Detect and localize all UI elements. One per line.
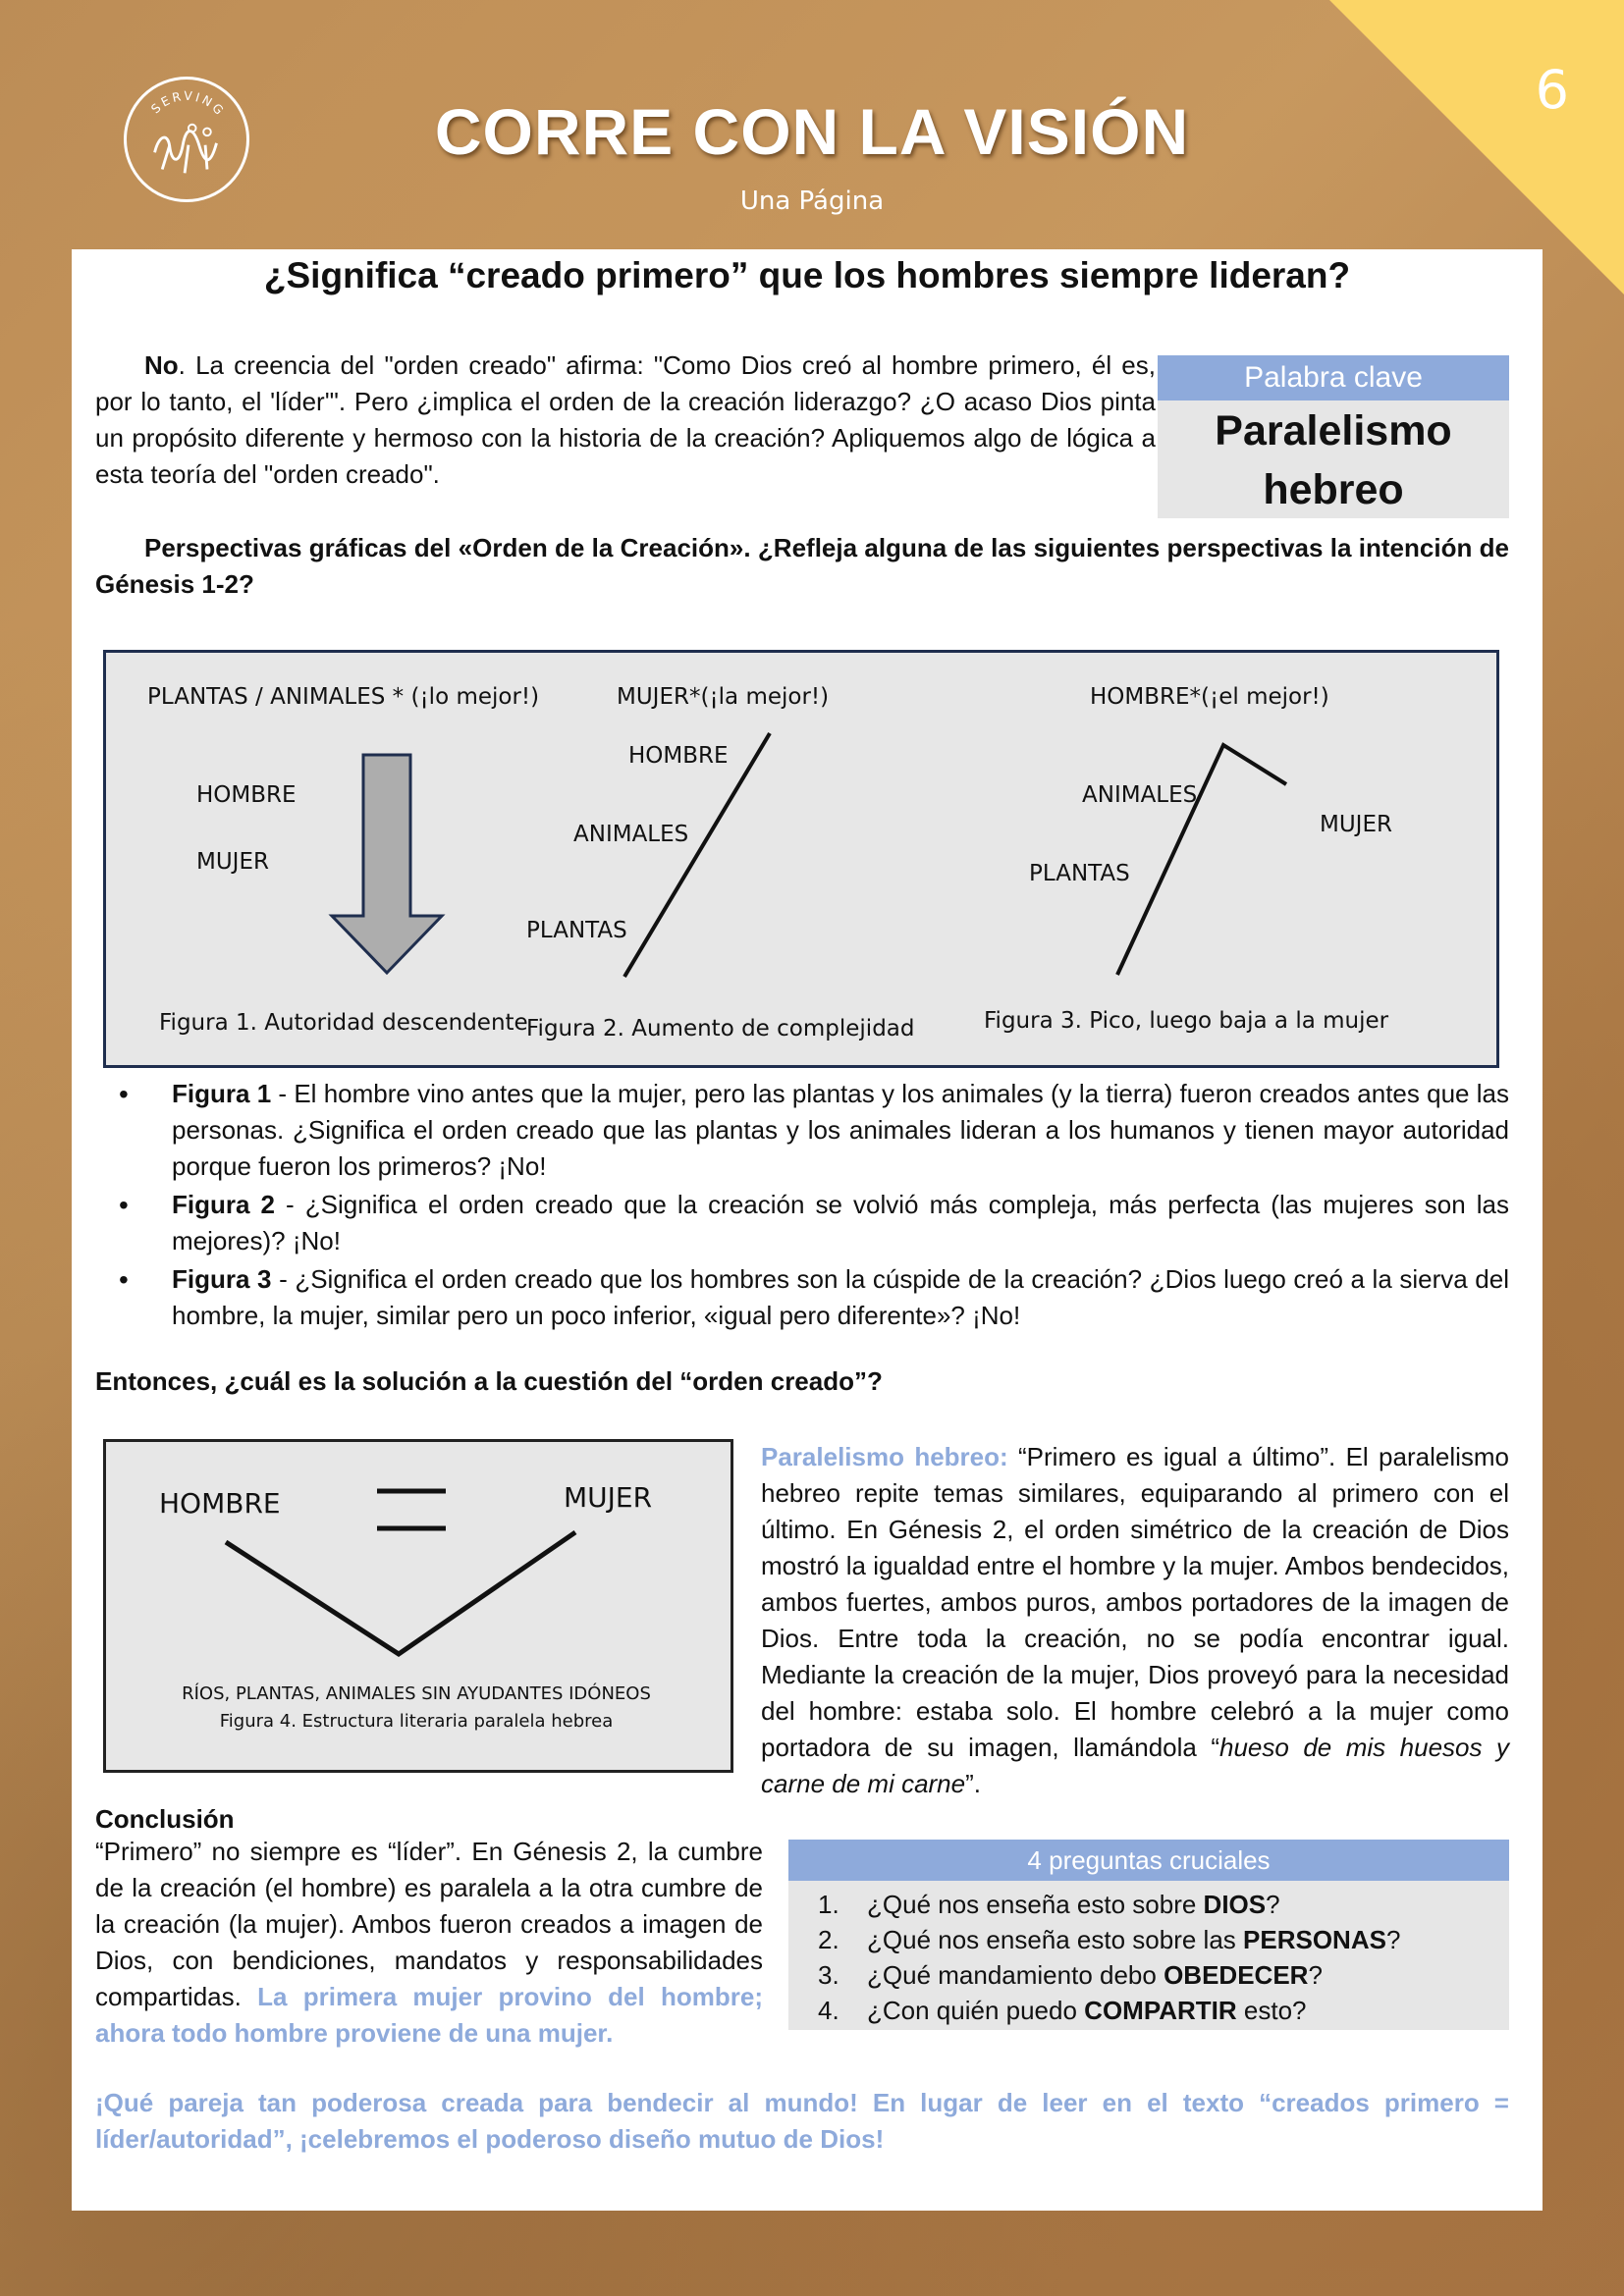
fig4-label-hombre: HOMBRE bbox=[159, 1487, 281, 1520]
keyword-line-2: hebreo bbox=[1263, 466, 1404, 513]
fig2-heading: MUJER*(¡la mejor!) bbox=[617, 684, 830, 710]
question-item: 2. ¿Qué nos enseña esto sobre las PERSONAS? bbox=[818, 1925, 1401, 1954]
figure-4-panel bbox=[103, 1439, 733, 1773]
bullet-item: • Figura 2 - ¿Significa el orden creado que la creación se volvió más compleja, más perfecta (las mujeres son las mejores)? ¡No! bbox=[95, 1187, 1509, 1259]
keyword-box bbox=[1158, 355, 1509, 518]
intro-paragraph bbox=[95, 347, 1156, 493]
final-statement: ¡Qué pareja tan poderosa creada para bendecir al mundo! En lugar de leer en el texto “creados primero = líder/autoridad”, ¡celebremos el poderoso diseño mutuo de Dios! bbox=[95, 2088, 1509, 2154]
intro-lead: No bbox=[144, 350, 179, 380]
fig1-caption: Figura 1. Autoridad descendente bbox=[159, 1010, 528, 1036]
perspectives-heading: Perspectivas gráficas del «Orden de la Creación». ¿Refleja alguna de las siguientes perspectivas la intención de Génesis 1-2? bbox=[95, 533, 1509, 599]
question-item: 4. ¿Con quién puedo COMPARTIR esto? bbox=[818, 1996, 1307, 2025]
keyword-line-1: Paralelismo bbox=[1215, 407, 1452, 454]
fig3-heading: HOMBRE*(¡el mejor!) bbox=[1090, 684, 1329, 710]
fig3-label-plantas: PLANTAS bbox=[1029, 861, 1130, 886]
question-title: ¿Significa “creado primero” que los hombres siempre lideran? bbox=[263, 255, 1351, 295]
conclusion-highlight: La primera mujer provino del hombre; ahora todo hombre proviene de una mujer. bbox=[95, 1982, 763, 2048]
intro-text: . La creencia del "orden creado" afirma: "Como Dios creó al hombre primero, él es, por lo tanto, el 'líder'". Pero ¿implica el orden de la creación liderazgo? ¿O acaso Dios pinta un propósito diferente y hermoso con la historia de la creación? Apliquemos algo de lógica a esta teoría del "orden creado". bbox=[95, 350, 1156, 489]
fig1-label-mujer: MUJER bbox=[196, 849, 269, 875]
content-sheet bbox=[72, 249, 1543, 2211]
page-subtitle: Una Página bbox=[739, 187, 885, 216]
bullet-item: • Figura 1 - El hombre vino antes que la mujer, pero las plantas y los animales (y la tierra) fueron creados antes que las personas. ¿Significa el orden creado que las plantas y los animales lideran a los humanos y tienen mayor autoridad porque fueron los primeros? ¡No! bbox=[95, 1076, 1509, 1185]
conclusion-paragraph: “Primero” no siempre es “líder”. En Génesis 2, la cumbre de la creación (el hombre) es paralela a la otra cumbre de la creación (la mujer). Ambos fueron creados a imagen de Dios, con bendiciones, mandatos y responsabilidades compartidas. La primera mujer provino del hombre; ahora todo hombre proviene de una mujer. bbox=[95, 1837, 763, 2048]
fig1-label-hombre: HOMBRE bbox=[196, 782, 297, 808]
fig3-caption: Figura 3. Pico, luego baja a la mujer bbox=[984, 1008, 1389, 1034]
parallelism-paragraph: Paralelismo hebreo: “Primero es igual a último”. El paralelismo hebreo repite temas similares, equiparando al primero con el último. En Génesis 2, el orden simétrico de la creación de Dios mostró la igualdad entre el hombre y la mujer. Ambos bendecidos, ambos fuertes, ambos puros, ambos portadores de la imagen de Dios. Entre toda la creación, no se podía encontrar igual. Mediante la creación de la mujer, Dios proveyó para la necesidad del hombre: estaba solo. El hombre celebró a la mujer como portadora de su imagen, llamándola “hueso de mis huesos y carne de mi carne”. bbox=[761, 1442, 1509, 1798]
figure-bullets bbox=[95, 1076, 1509, 1336]
fig2-caption: Figura 2. Aumento de complejidad bbox=[526, 1016, 915, 1041]
fig3-label-mujer: MUJER bbox=[1320, 812, 1392, 837]
fig3-label-animales: ANIMALES bbox=[1082, 782, 1198, 808]
fig4-parallel-lines bbox=[226, 1532, 575, 1654]
fig1-down-arrow bbox=[332, 755, 442, 973]
fig4-bottom-label: RÍOS, PLANTAS, ANIMALES SIN AYUDANTES IDÓNEOS bbox=[182, 1683, 651, 1704]
crucial-questions-heading: 4 preguntas cruciales bbox=[788, 1840, 1509, 1881]
page-number: 6 bbox=[1535, 59, 1569, 121]
fig2-label-plantas: PLANTAS bbox=[526, 918, 627, 943]
question-item: 3. ¿Qué mandamiento debo OBEDECER? bbox=[818, 1960, 1323, 1990]
fig4-label-mujer: MUJER bbox=[564, 1481, 653, 1514]
page-title: CORRE CON LA VISIÓN bbox=[434, 95, 1190, 168]
crucial-questions-box bbox=[788, 1840, 1509, 2030]
fig1-heading: PLANTAS / ANIMALES * (¡lo mejor!) bbox=[147, 684, 540, 710]
keyword-heading: Palabra clave bbox=[1158, 355, 1509, 400]
parallelism-term: Paralelismo hebreo: bbox=[761, 1442, 1008, 1471]
fig2-label-hombre: HOMBRE bbox=[628, 743, 729, 769]
solution-question: Entonces, ¿cuál es la solución a la cuestión del “orden creado”? bbox=[95, 1366, 883, 1396]
conclusion-heading: Conclusión bbox=[95, 1804, 235, 1834]
figures-1-3-panel bbox=[103, 650, 1499, 1068]
bullet-item: • Figura 3 - ¿Significa el orden creado que los hombres son la cúspide de la creación? ¿Dios luego creó a la sierva del hombre, la mujer, similar pero un poco inferior, «igual pero diferente»? ¡No! bbox=[95, 1261, 1509, 1334]
logo-text: SERVING bbox=[147, 87, 229, 120]
fig4-caption: Figura 4. Estructura literaria paralela hebrea bbox=[219, 1711, 614, 1732]
fig2-label-animales: ANIMALES bbox=[573, 822, 689, 847]
question-item: 1. ¿Qué nos enseña esto sobre DIOS? bbox=[818, 1890, 1280, 1919]
fig3-peak-line bbox=[1117, 745, 1286, 975]
parallelism-quote: hueso de mis huesos y carne de mi carne bbox=[761, 1733, 1509, 1798]
fig2-rising-line bbox=[624, 733, 770, 977]
